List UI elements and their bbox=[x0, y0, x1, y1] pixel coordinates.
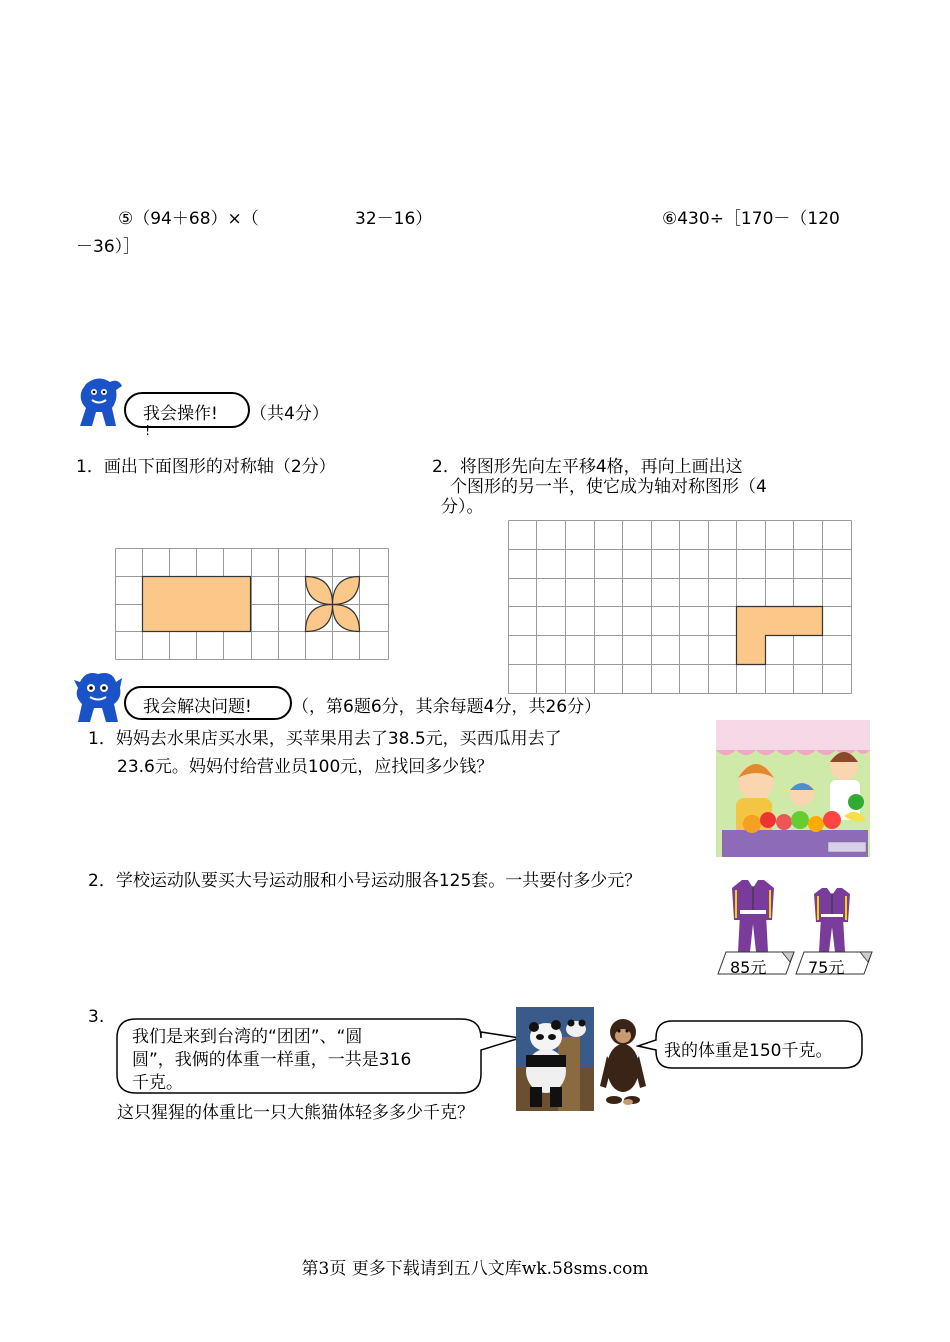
translation-grid-2 bbox=[508, 520, 852, 694]
calc-item-5b: 32－16） bbox=[355, 209, 433, 229]
operate-question-2-line3: 分）。 bbox=[441, 497, 484, 517]
solve-question-1-line2: 23.6元。妈妈付给营业员100元，应找回多少钱？ bbox=[117, 757, 494, 777]
operate-question-1: 1．画出下面图形的对称轴（2分） bbox=[76, 457, 336, 477]
symmetry-grid-1 bbox=[115, 548, 389, 660]
page-footer: 第3页 更多下载请到五八文库wk.58sms.com bbox=[301, 1259, 649, 1279]
solve-question-3-number: 3. bbox=[88, 1007, 105, 1027]
stray-mark: ! bbox=[145, 424, 151, 439]
section-operate-title: 我会操作! bbox=[143, 404, 218, 424]
price-tag-small: 75元 bbox=[808, 958, 845, 977]
small-tracksuit-image bbox=[812, 884, 852, 954]
panda-speech-line3: 千克。 bbox=[132, 1073, 183, 1093]
operate-question-2-line1: 2．将图形先向左平移4格，再向上画出这 bbox=[432, 457, 743, 477]
price-tag-large: 85元 bbox=[730, 958, 767, 977]
fruit-shop-image bbox=[716, 720, 870, 857]
mascot-icon bbox=[72, 668, 124, 726]
chimp-speech-text: 我的体重是150千克。 bbox=[664, 1041, 833, 1061]
rectangle-shape bbox=[143, 577, 251, 632]
large-tracksuit-image bbox=[730, 876, 776, 954]
calc-item-5a: ⑤（94＋68）×（ bbox=[118, 209, 259, 229]
solve-question-1-line1: 1．妈妈去水果店买水果，买苹果用去了38.5元，买西瓜用去了 bbox=[88, 729, 562, 749]
section-solve-points: （，第6题6分，其余每题4分，共26分） bbox=[292, 697, 602, 717]
panda-speech-line1: 我们是来到台湾的“团团”、“圆 bbox=[132, 1027, 363, 1047]
calc-item-6-continued: －36）］ bbox=[76, 237, 141, 257]
calc-item-6: ⑥430÷［170－（120 bbox=[662, 209, 840, 229]
section-solve-title: 我会解决问题! bbox=[143, 697, 252, 717]
l-shape bbox=[737, 607, 823, 665]
solve-question-2: 2．学校运动队要买大号运动服和小号运动服各125套。一共要付多少元？ bbox=[88, 871, 642, 891]
operate-question-2-line2: 个图形的另一半，使它成为轴对称图形（4 bbox=[450, 477, 767, 497]
solve-question-3-text: 这只猩猩的体重比一只大熊猫体轻多多少千克？ bbox=[117, 1103, 474, 1123]
panda-photo bbox=[516, 1007, 594, 1111]
mascot-icon bbox=[72, 374, 128, 430]
panda-speech-line2: 圆”，我俩的体重一样重，一共是316 bbox=[132, 1050, 412, 1070]
section-operate-points: （共4分） bbox=[250, 404, 329, 424]
